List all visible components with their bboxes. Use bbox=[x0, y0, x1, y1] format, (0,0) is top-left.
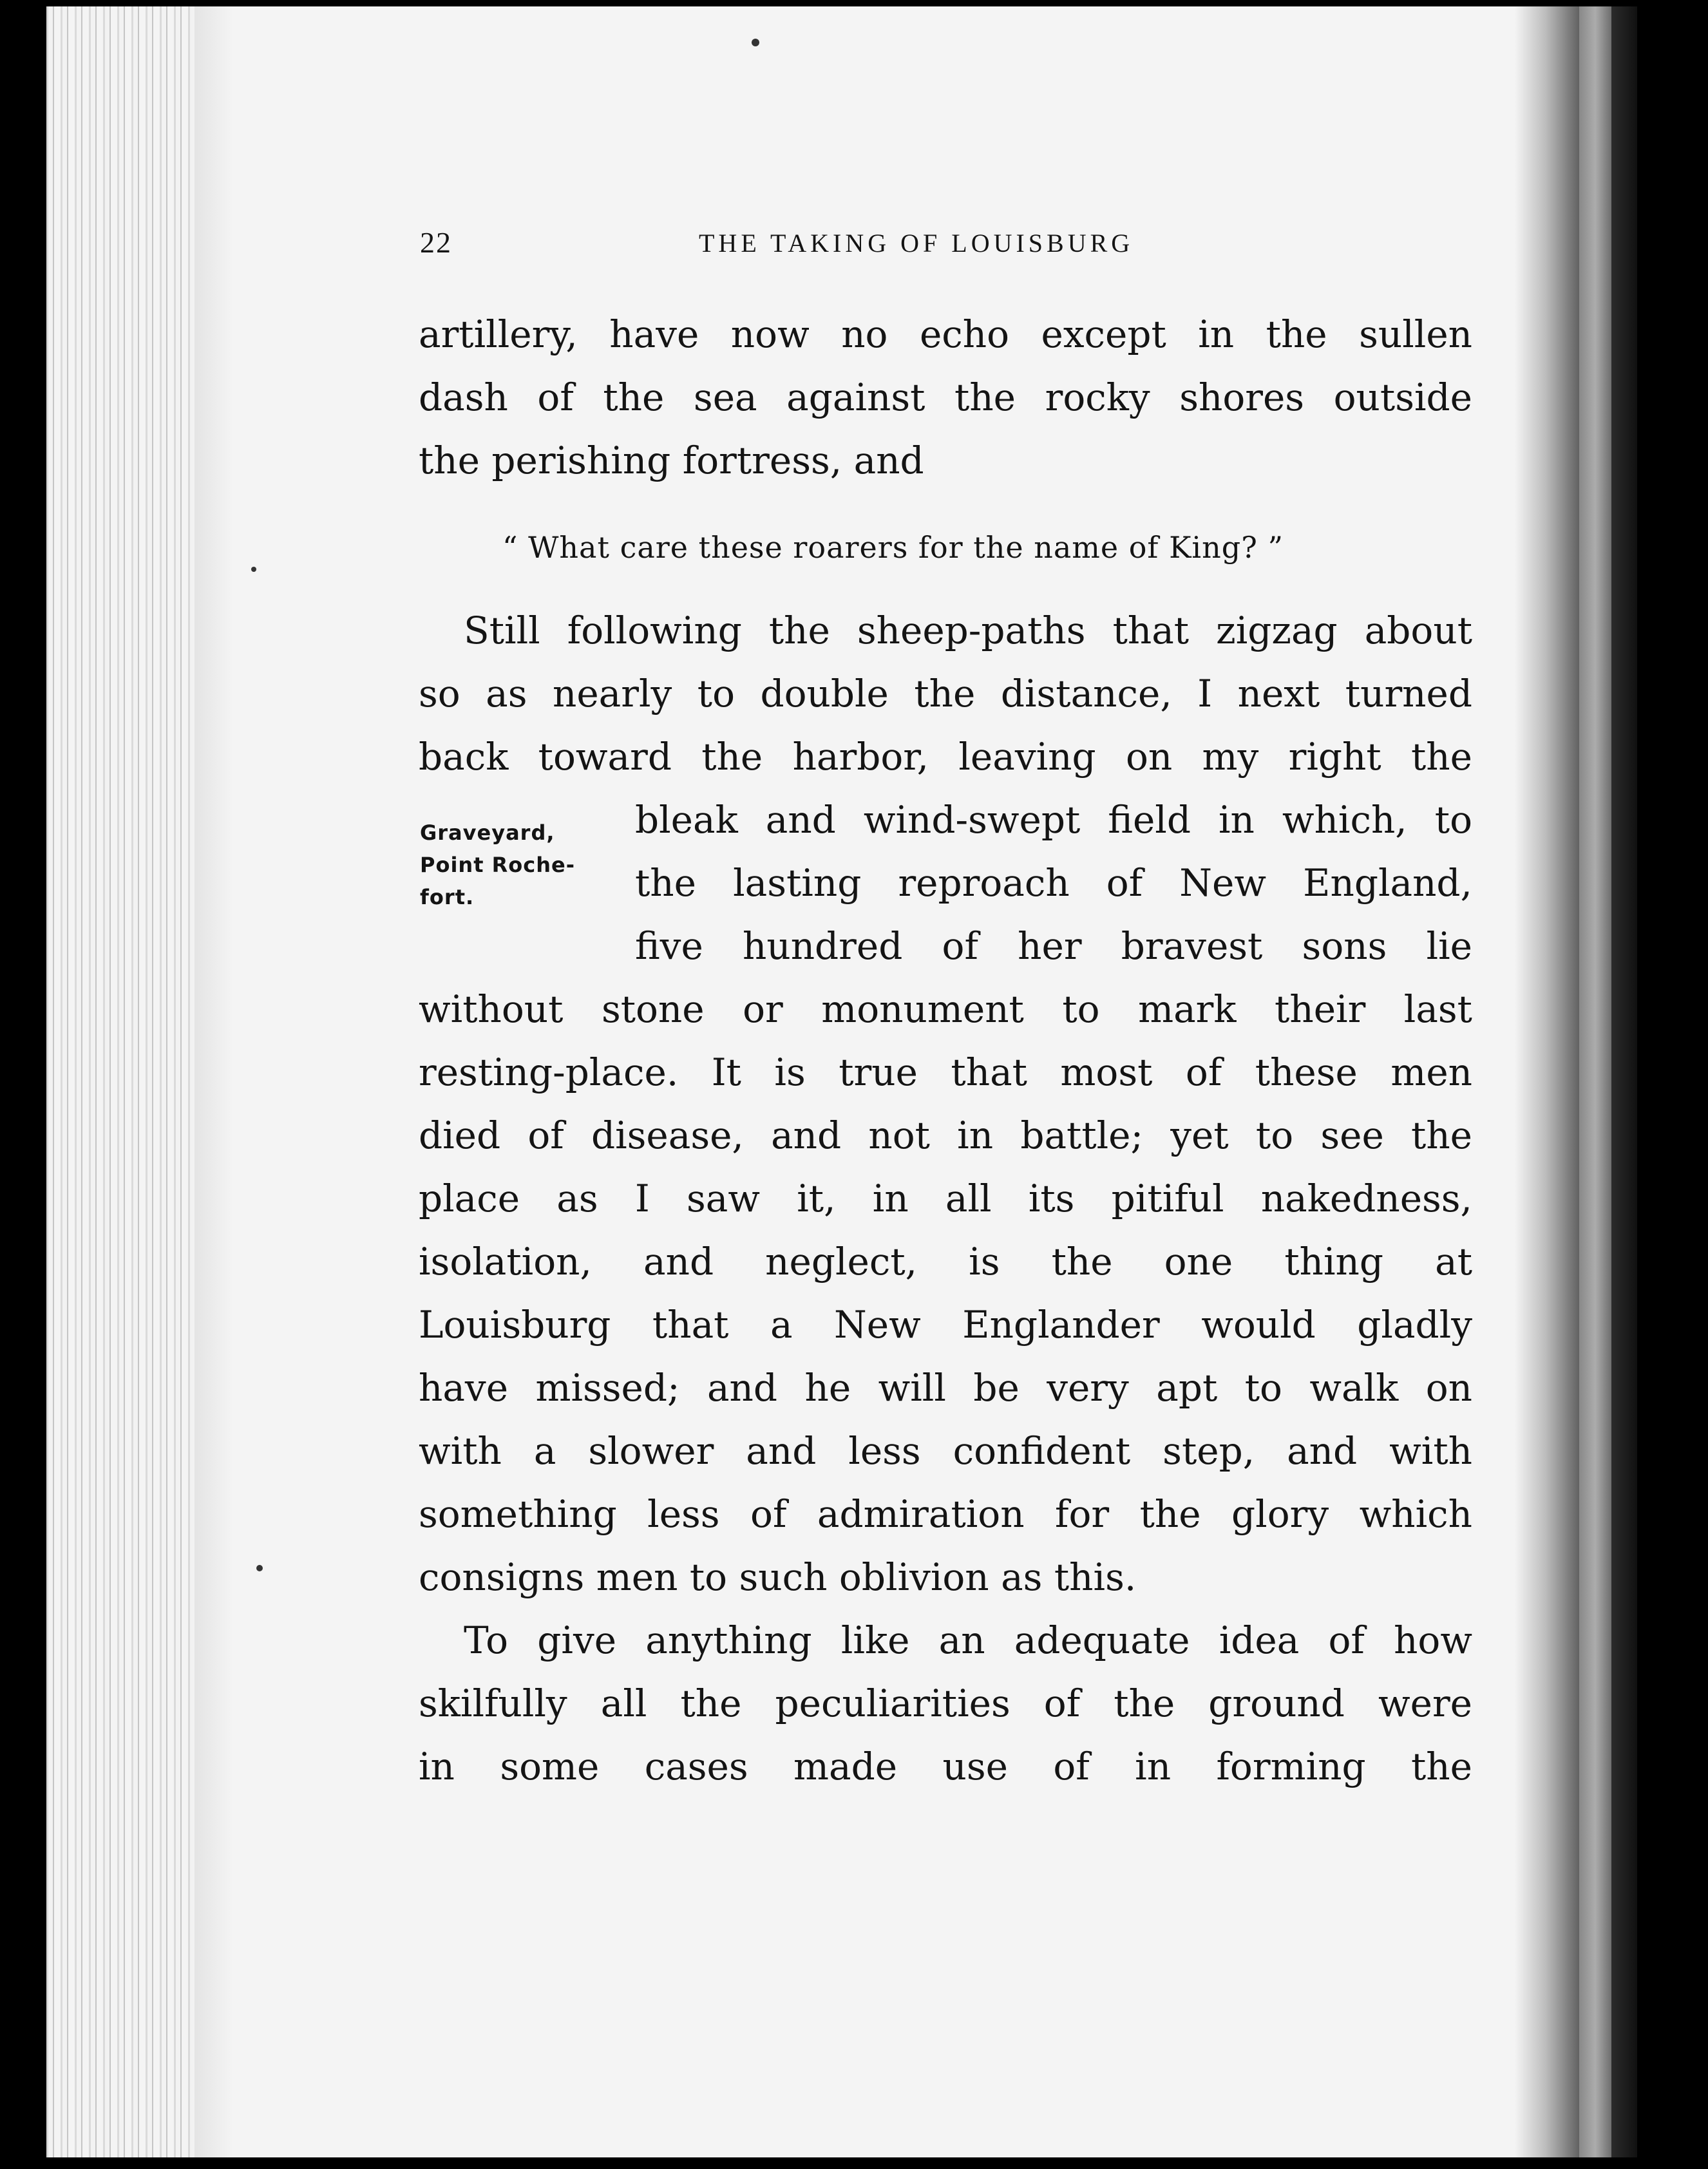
text-line: in some cases made use of in forming the bbox=[419, 1745, 1472, 1788]
text-line: place as I saw it, in all its pitiful nakedness, bbox=[419, 1177, 1472, 1220]
side-note-line: fort. bbox=[420, 885, 475, 909]
page-number: 22 bbox=[420, 226, 452, 259]
gutter-page-edge bbox=[1579, 6, 1611, 2157]
text-line: the lasting reproach of New England, bbox=[635, 861, 1472, 905]
book-page bbox=[46, 6, 1637, 2157]
text-line: Louisburg that a New Englander would gladly bbox=[419, 1303, 1472, 1347]
paragraph-2 bbox=[419, 599, 1472, 1609]
text-line: without stone or monument to mark their last bbox=[419, 987, 1472, 1031]
running-title: THE TAKING OF LOUISBURG bbox=[699, 229, 1134, 258]
text-line: bleak and wind-swept field in which, to bbox=[635, 798, 1472, 842]
page-leaf-fade bbox=[195, 6, 233, 2157]
text-line: consigns men to such oblivion as this. bbox=[419, 1555, 1137, 1599]
text-line: resting-place. It is true that most of these men bbox=[419, 1050, 1472, 1094]
side-note-wrap bbox=[419, 788, 1472, 978]
text-line: something less of admiration for the glory which bbox=[419, 1492, 1472, 1536]
text-line: artillery, have now no echo except in the sullen bbox=[419, 312, 1472, 356]
text-line: died of disease, and not in battle; yet to see the bbox=[419, 1113, 1472, 1157]
text-line: To give anything like an adequate idea of how bbox=[464, 1618, 1472, 1662]
ink-speck bbox=[251, 567, 256, 572]
marginal-side-note bbox=[420, 817, 613, 913]
side-note-line: Point Roche- bbox=[420, 853, 575, 877]
page-leaf-edges bbox=[46, 6, 195, 2157]
page-text-block bbox=[419, 219, 1472, 1798]
text-line: so as nearly to double the distance, I next turned bbox=[419, 672, 1472, 715]
text-line: five hundred of her bravest sons lie bbox=[635, 924, 1472, 968]
text-line: back toward the harbor, leaving on my right the bbox=[419, 735, 1472, 779]
ink-speck bbox=[256, 1565, 263, 1571]
text-line: with a slower and less confident step, and with bbox=[419, 1429, 1472, 1473]
text-line: have missed; and he will be very apt to walk on bbox=[419, 1366, 1472, 1410]
running-head bbox=[419, 219, 1472, 270]
text-line: skilfully all the peculiarities of the ground were bbox=[419, 1681, 1472, 1725]
paragraph-1 bbox=[419, 303, 1472, 492]
text-line: the perishing fortress, and bbox=[419, 439, 924, 482]
text-line: isolation, and neglect, is the one thing at bbox=[419, 1240, 1472, 1283]
block-quotation: “ What care these roarers for the name of King? ” bbox=[502, 530, 1284, 565]
ink-speck bbox=[752, 39, 759, 46]
text-line: dash of the sea against the rocky shores outside bbox=[419, 375, 1472, 419]
side-note-line: Graveyard, bbox=[420, 820, 555, 845]
gutter-shadow bbox=[1515, 6, 1637, 2157]
paragraph-3 bbox=[419, 1609, 1472, 1798]
text-line: Still following the sheep-paths that zigzag about bbox=[464, 609, 1472, 652]
